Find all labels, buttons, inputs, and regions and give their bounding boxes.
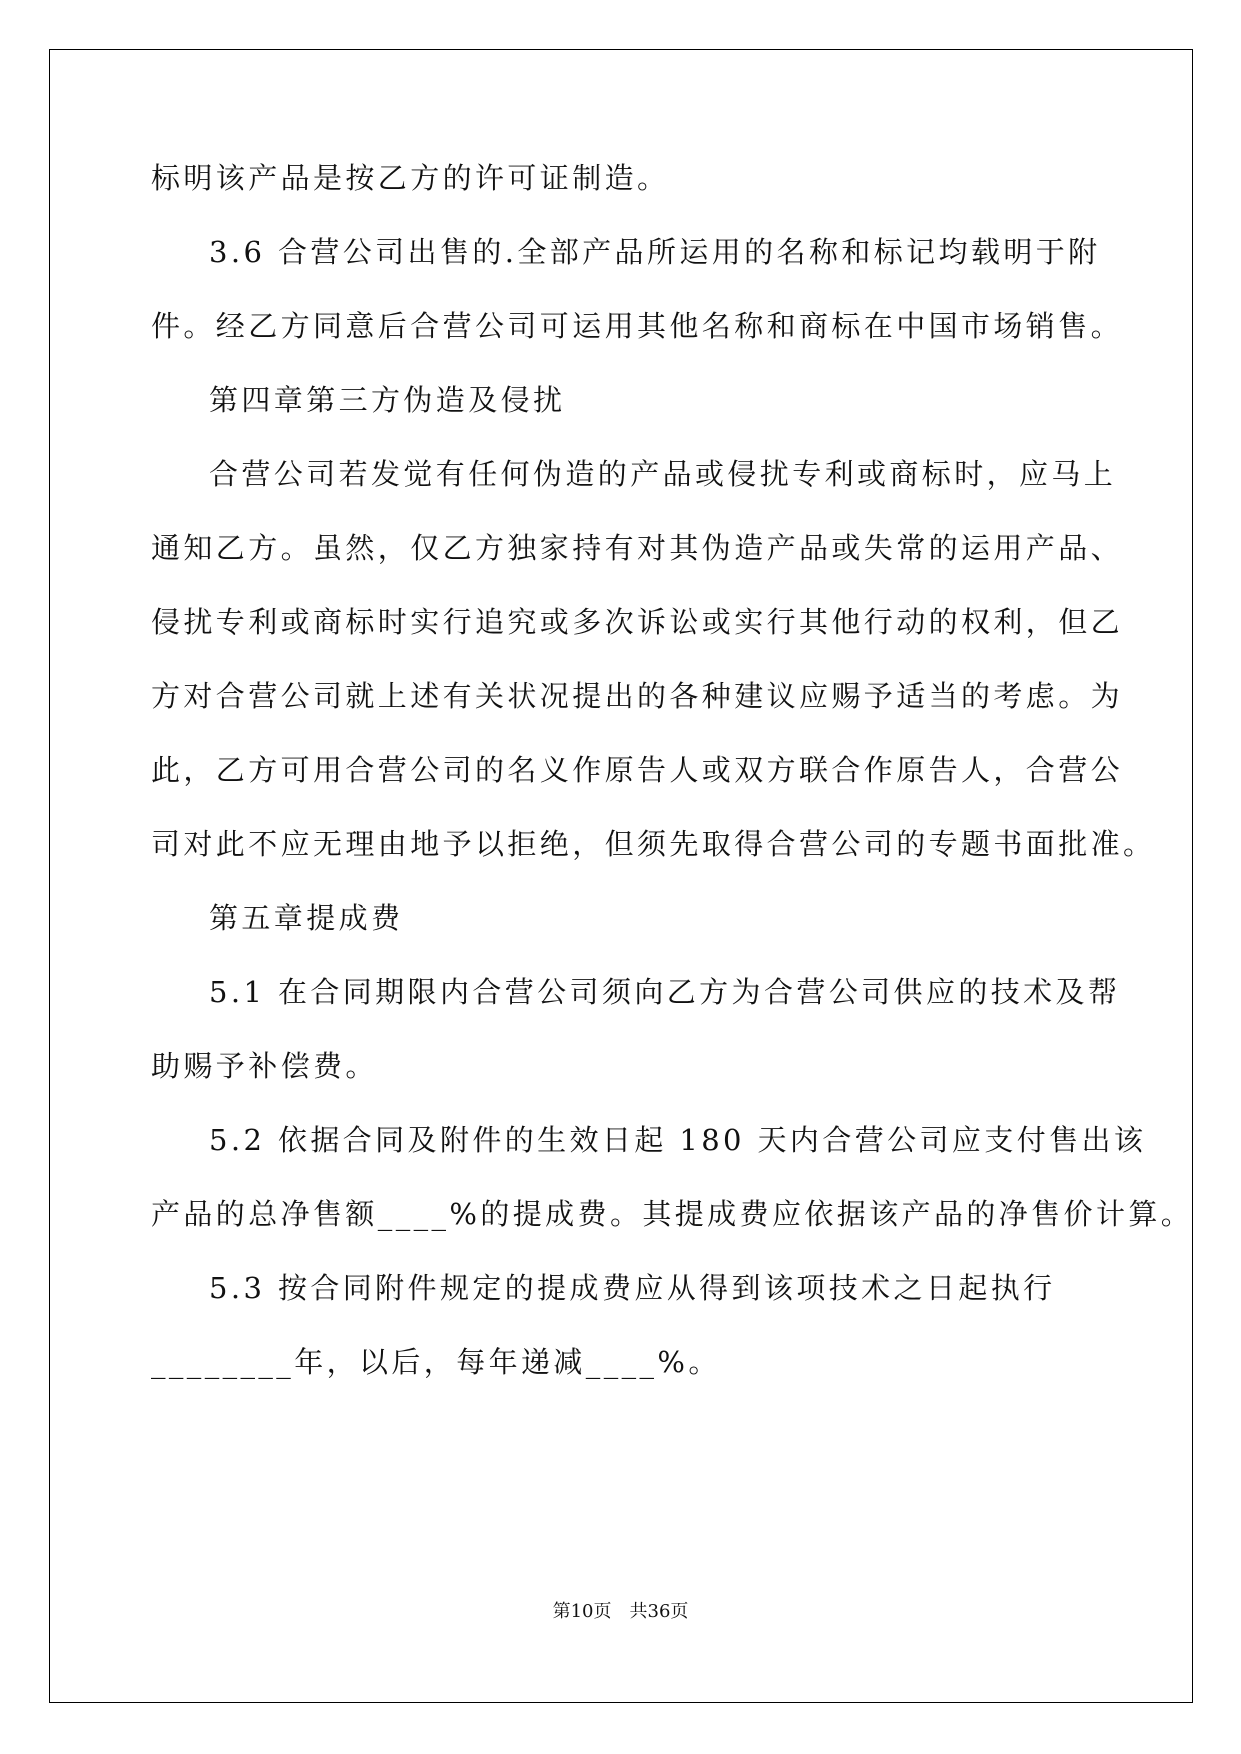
clause-5-2-line-2: 产品的总净售额____%的提成费。其提成费应依据该产品的净售价计算。: [151, 1197, 1194, 1231]
chapter-4-line-3: 侵扰专利或商标时实行追究或多次诉讼或实行其他行动的权利，但乙: [151, 605, 1124, 639]
clause-5-1-line-2: 助赐予补偿费。: [151, 1049, 378, 1083]
chapter-4-line-1: 合营公司若发觉有任何伪造的产品或侵扰专利或商标时，应马上: [209, 457, 1117, 491]
page-border: [49, 49, 1193, 1703]
chapter-4-line-4: 方对合营公司就上述有关状况提出的各种建议应赐予适当的考虑。为: [151, 679, 1124, 713]
clause-5-3-line-2: ________年，以后，每年递减____%。: [151, 1345, 721, 1379]
body-line-1: 标明该产品是按乙方的许可证制造。: [151, 161, 670, 195]
chapter-4-heading: 第四章第三方伪造及侵扰: [209, 383, 566, 417]
clause-5-3-line-1: 5.3 按合同附件规定的提成费应从得到该项技术之日起执行: [209, 1271, 1056, 1305]
chapter-4-line-2: 通知乙方。虽然，仅乙方独家持有对其伪造产品或失常的运用产品、: [151, 531, 1124, 565]
chapter-5-heading: 第五章提成费: [209, 901, 404, 935]
clause-5-2-line-1: 5.2 依据合同及附件的生效日起 180 天内合营公司应支付售出该: [209, 1123, 1147, 1157]
chapter-4-line-5: 此，乙方可用合营公司的名义作原告人或双方联合作原告人，合营公: [151, 753, 1124, 787]
page-total: 共36页: [629, 1601, 689, 1622]
chapter-4-line-6: 司对此不应无理由地予以拒绝，但须先取得合营公司的专题书面批准。: [151, 827, 1156, 861]
clause-3-6-line-2: 件。经乙方同意后合营公司可运用其他名称和商标在中国市场销售。: [151, 309, 1124, 343]
clause-5-1-line-1: 5.1 在合同期限内合营公司须向乙方为合营公司供应的技术及帮: [209, 975, 1121, 1009]
clause-3-6-line-1: 3.6 合营公司出售的.全部产品所运用的名称和标记均载明于附: [209, 235, 1101, 269]
page-number: 第10页: [552, 1601, 612, 1622]
page-footer: [0, 1600, 1241, 1624]
